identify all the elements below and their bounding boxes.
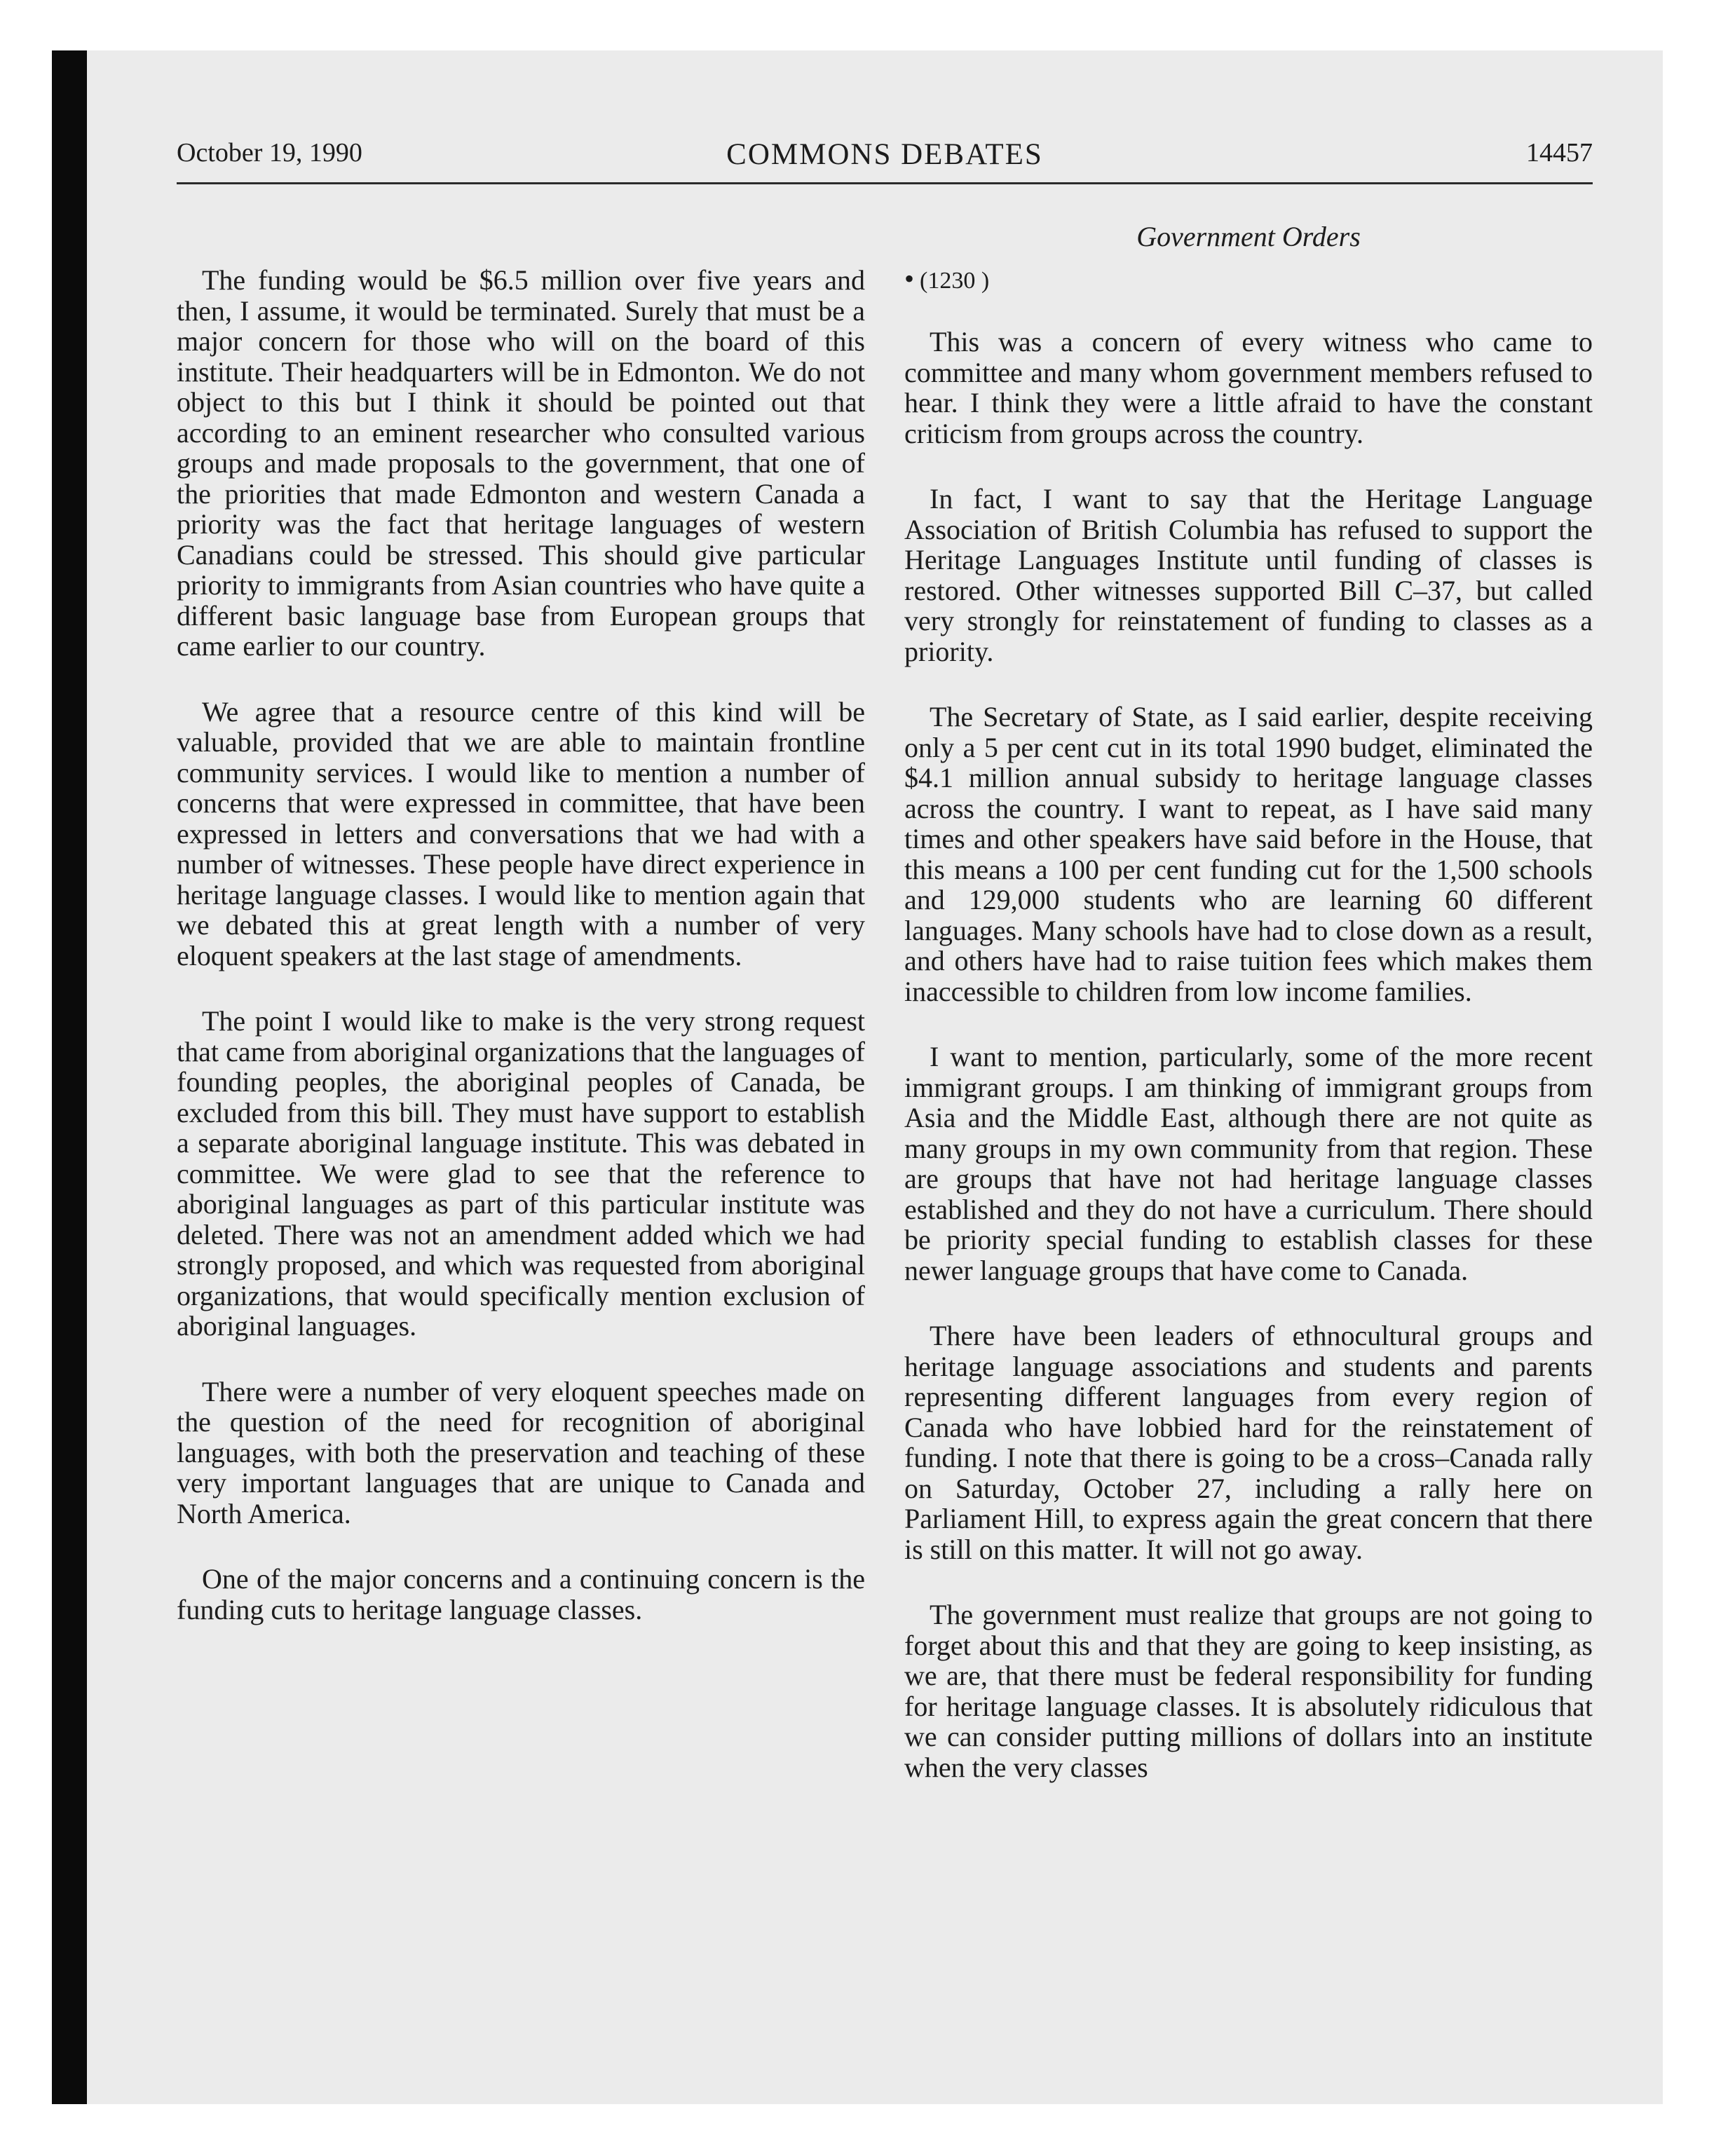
paragraph: There have been leaders of ethnocultural groups and heritage language associations and students and parents representing different languages from every region of Canada who have lobbied hard for the reinstatement of funding. I note that there is going to be a cross–Canada rally on Saturday, October 27, including a rally here on Parliament Hill, to express again the great concern that there is still on this matter. It will not go away. <box>904 1320 1593 1565</box>
publication-title: COMMONS DEBATES <box>726 138 1043 171</box>
page-header <box>177 137 1593 184</box>
page-number: 14457 <box>1526 138 1593 168</box>
paragraph: In fact, I want to say that the Heritage Language Association of British Columbia has refused to support the Heritage Languages Institute until funding of classes is restored. Other witnesses supported Bill C–37, but called very strongly for reinstatement of funding to classes as a priority. <box>904 483 1593 667</box>
paragraph: There were a number of very eloquent speeches made on the question of the need for recognition of aboriginal languages, with both the preservation and teaching of these very important languages that are unique to Canada and North America. <box>177 1375 865 1529</box>
section-title: Government Orders <box>1136 221 1361 252</box>
header-date: October 19, 1990 <box>177 138 362 168</box>
bullet-icon: • <box>904 263 915 294</box>
paragraph: The Secretary of State, as I said earlier, despite receiving only a 5 per cent cut in its total 1990 budget, eliminated the $4.1 million annual subsidy to heritage language classes across the country. I want to repeat, as I have said many times and other speakers have said before in the House, that this means a 100 per cent funding cut for the 1,500 schools and 129,000 students who are learning 60 different languages. Many schools have had to close down as a result, and others have had to raise tuition fees which makes them inaccessible to children from low income families. <box>904 701 1593 1007</box>
debate-timestamp <box>904 265 1593 295</box>
paragraph: The point I would like to make is the very strong request that came from aboriginal organizations that the languages of founding peoples, the aboriginal peoples of Canada, be excluded from this bill. They must have support to establish a separate aboriginal language institute. This was debated in committee. We were glad to see that the reference to aboriginal languages as part of this particular institute was deleted. There was not an amendment added which we had strongly proposed, and which was requested from aboriginal organizations, that would specifically mention exclusion of aboriginal languages. <box>177 1005 865 1342</box>
paragraph: This was a concern of every witness who came to committee and many whom government members refused to hear. I think they were a little afraid to have the constant criticism from groups across the country. <box>904 326 1593 449</box>
paragraph: One of the major concerns and a continuing concern is the funding cuts to heritage language classes. <box>177 1563 865 1625</box>
timestamp-time: (1230 ) <box>920 268 990 294</box>
paragraph: We agree that a resource centre of this kind will be valuable, provided that we are able to maintain frontline community services. I would like to mention a number of concerns that were expressed in committee, that have been expressed in letters and conversations that we had with a number of witnesses. These people have direct experience in heritage language classes. I would like to mention again that we debated this at great length with a number of very eloquent speakers at the last stage of amendments. <box>177 695 865 971</box>
paragraph: The funding would be $6.5 million over five years and then, I assume, it would be terminated. Surely that must be a major concern for those who will on the board of this institute. Their headquarters will be in Edmonton. We do not object to this but I think it should be pointed out that according to an eminent researcher who consulted various groups and made proposals to the government, that one of the priorities that made Edmonton and western Canada a priority was the fact that heritage languages of western Canadians could be stressed. This should give particular priority to immigrants from Asian countries who have quite a different basic language base from European groups that came earlier to our country. <box>177 264 865 662</box>
right-column <box>904 265 1593 1817</box>
paragraph: The government must realize that groups are not going to forget about this and that they are going to keep insisting, as we are, that there must be federal responsibility for funding for heritage language classes. It is absolutely ridiculous that we can consider putting millions of dollars into an institute when the very classes <box>904 1599 1593 1783</box>
paragraph: I want to mention, particularly, some of the more recent immigrant groups. I am thinking of immigrant groups from Asia and the Middle East, although there are not quite as many groups in my own community from that region. These are groups that have not had heritage language classes established and they do not have a curriculum. There should be priority special funding to establish classes for these newer language groups that have come to Canada. <box>904 1041 1593 1286</box>
scan-edge-shadow <box>52 50 87 2104</box>
left-column <box>177 265 865 1660</box>
